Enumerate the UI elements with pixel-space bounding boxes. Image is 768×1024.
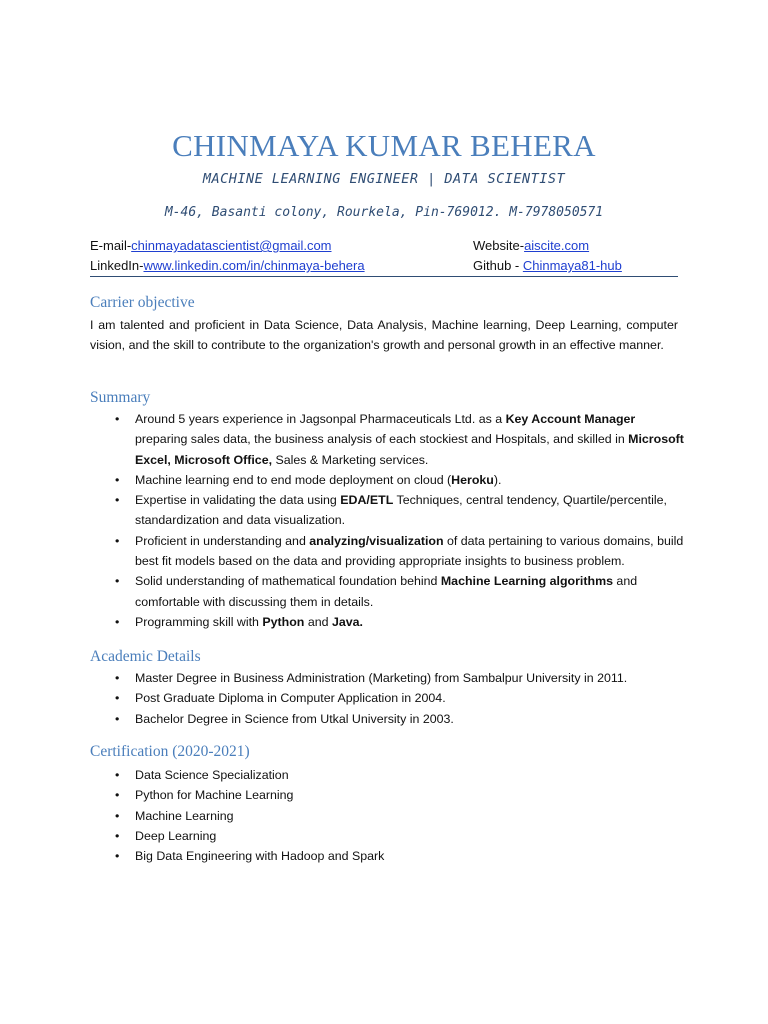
linkedin-label: LinkedIn- — [90, 258, 144, 273]
address-line: M-46, Basanti colony, Rourkela, Pin-769012. M-7978050571 — [164, 205, 604, 220]
bold-text: Java. — [331, 614, 363, 629]
bold-text: analyzing/visualization — [309, 533, 444, 548]
text-run: ). — [493, 472, 502, 487]
objective-text: I am talented and proficient in Data Science, Data Analysis, Machine learning, Deep Learning, computer vision, and the skill to contribute to the organization's growth and personal growth in an effective manner. — [90, 318, 678, 352]
academic-heading: Academic Details — [90, 648, 201, 665]
list-item: • Machine Learning — [90, 806, 690, 826]
list-item — [90, 612, 690, 632]
email-entry — [90, 238, 332, 253]
website-entry — [473, 238, 589, 253]
github-entry — [473, 258, 622, 273]
github-link[interactable]: Chinmaya81-hub — [522, 258, 622, 273]
list-item: • Post Graduate Diploma in Computer Application in 2004. — [90, 688, 690, 708]
academic-list — [90, 668, 690, 729]
text-run: Techniques, central tendency, Quartile/percentile, standardization and data visualization. — [135, 493, 667, 528]
list-item: • Deep Learning — [90, 826, 690, 846]
contact-row — [90, 238, 678, 258]
list-item — [90, 571, 690, 612]
text-run: Programming skill with — [135, 614, 263, 629]
bold-text: Heroku — [451, 472, 494, 487]
bold-text: Python — [262, 614, 305, 629]
text-run: and — [304, 614, 332, 629]
text-run: preparing sales data, the business analysis of each stockiest and Hospitals, and skilled in — [135, 432, 629, 447]
summary-heading: Summary — [90, 389, 151, 406]
text-run: Machine learning end to end mode deployment on cloud ( — [135, 472, 452, 487]
list-item: • Python for Machine Learning — [90, 785, 690, 805]
header-divider — [90, 276, 678, 277]
list-item — [90, 470, 690, 490]
list-item: • Bachelor Degree in Science from Utkal University in 2003. — [90, 709, 690, 729]
objective-heading: Carrier objective — [90, 294, 195, 311]
contact-block — [90, 238, 678, 278]
list-item: • Big Data Engineering with Hadoop and Spark — [90, 846, 690, 866]
certification-list — [90, 765, 690, 866]
text-run: Expertise in validating the data using — [135, 493, 341, 508]
email-label: E-mail- — [90, 238, 132, 253]
contact-row — [90, 258, 678, 278]
text-run: of data pertaining to various domains, build best fit models based on the data and providing appropriate insights to business problem. — [135, 533, 684, 569]
list-item: • Master Degree in Business Administration (Marketing) from Sambalpur University in 2011. — [90, 668, 690, 688]
github-label: Github - — [473, 258, 523, 273]
bold-text: Microsoft Excel, Microsoft Office, — [135, 432, 684, 467]
summary-list — [90, 409, 690, 632]
text-run: Sales & Marketing services. — [272, 452, 429, 467]
text-run: Jagsonpal Pharmaceuticals Ltd. — [299, 412, 476, 426]
linkedin-link[interactable]: www.linkedin.com/in/chinmaya-behera — [143, 258, 365, 273]
list-item — [90, 531, 690, 572]
website-link[interactable]: aiscite.com — [524, 238, 590, 253]
job-title: MACHINE LEARNING ENGINEER | DATA SCIENTIST — [202, 171, 566, 187]
text-run: as a — [475, 412, 506, 426]
bold-text: EDA/ETL — [340, 493, 394, 508]
text-run: and comfortable with discussing them in details. — [135, 574, 638, 609]
email-link[interactable]: chinmayadatascientist@gmail.com — [131, 238, 332, 253]
text-run: Proficient in understanding and — [135, 533, 310, 548]
list-item — [90, 409, 690, 470]
bold-text: Key Account Manager — [505, 412, 636, 426]
list-item — [90, 490, 690, 531]
linkedin-entry — [90, 258, 365, 273]
text-run: Solid understanding of mathematical foundation behind — [135, 574, 441, 589]
list-item: • Data Science Specialization — [90, 765, 690, 785]
certification-heading: Certification (2020-2021) — [90, 743, 250, 760]
website-label: Website- — [473, 238, 525, 253]
text-run: Around 5 years experience in — [135, 412, 300, 426]
bold-text: Machine Learning algorithms — [440, 574, 613, 589]
candidate-name: CHINMAYA KUMAR BEHERA — [172, 128, 596, 163]
